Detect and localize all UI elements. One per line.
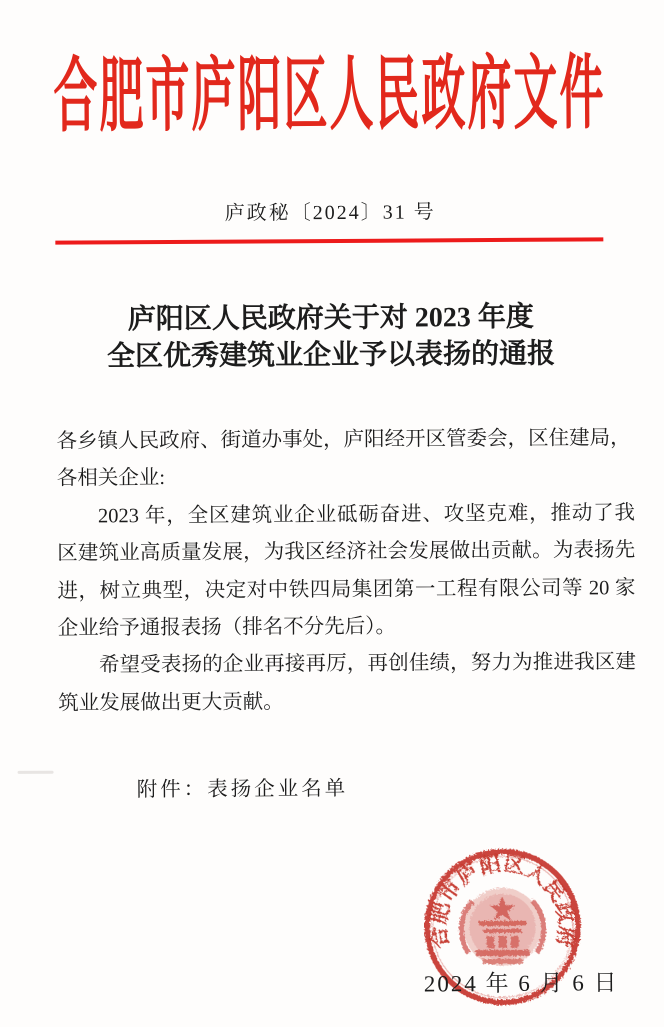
national-emblem-icon (461, 888, 544, 967)
attachment-line: 附件：表扬企业名单 (136, 777, 349, 802)
seal-circular-text: 合肥市庐阳区人民政府 (425, 851, 580, 950)
document-date: 2024 年 6 月 6 日 (423, 970, 619, 997)
salutation-line2: 各相关企业: (56, 467, 166, 491)
document-title (0, 298, 663, 376)
document-number: 庐政秘〔2024〕31 号 (224, 201, 436, 225)
document-title-line1: 庐阳区人民政府关于对 2023 年度 (127, 301, 534, 336)
red-divider-line (55, 237, 603, 244)
document-body (56, 420, 636, 723)
document-title-line2: 全区优秀建筑业企业予以表扬的通报 (106, 338, 556, 373)
letterhead-title: 合肥市庐阳区人民政府文件 (53, 48, 606, 143)
body-paragraph-1: 2023 年，全区建筑业企业砥砺奋进、攻坚克难，推动了我区建筑业高质量发展，为我区经济社会发展做出贡献。为表扬先进，树立典型，决定对中铁四局集团第一工程有限公司等 20 家企业给予通报表扬（排名不分先后）。 (57, 501, 636, 640)
scan-artifact (18, 771, 54, 774)
body-paragraph-2: 希望受表扬的企业再接再厉，再创佳绩，努力为推进我区建筑业发展做出更大贡献。 (58, 651, 636, 715)
salutation-line1: 各乡镇人民政府、街道办事处，庐阳经开区管委会，区住建局， (56, 427, 631, 453)
